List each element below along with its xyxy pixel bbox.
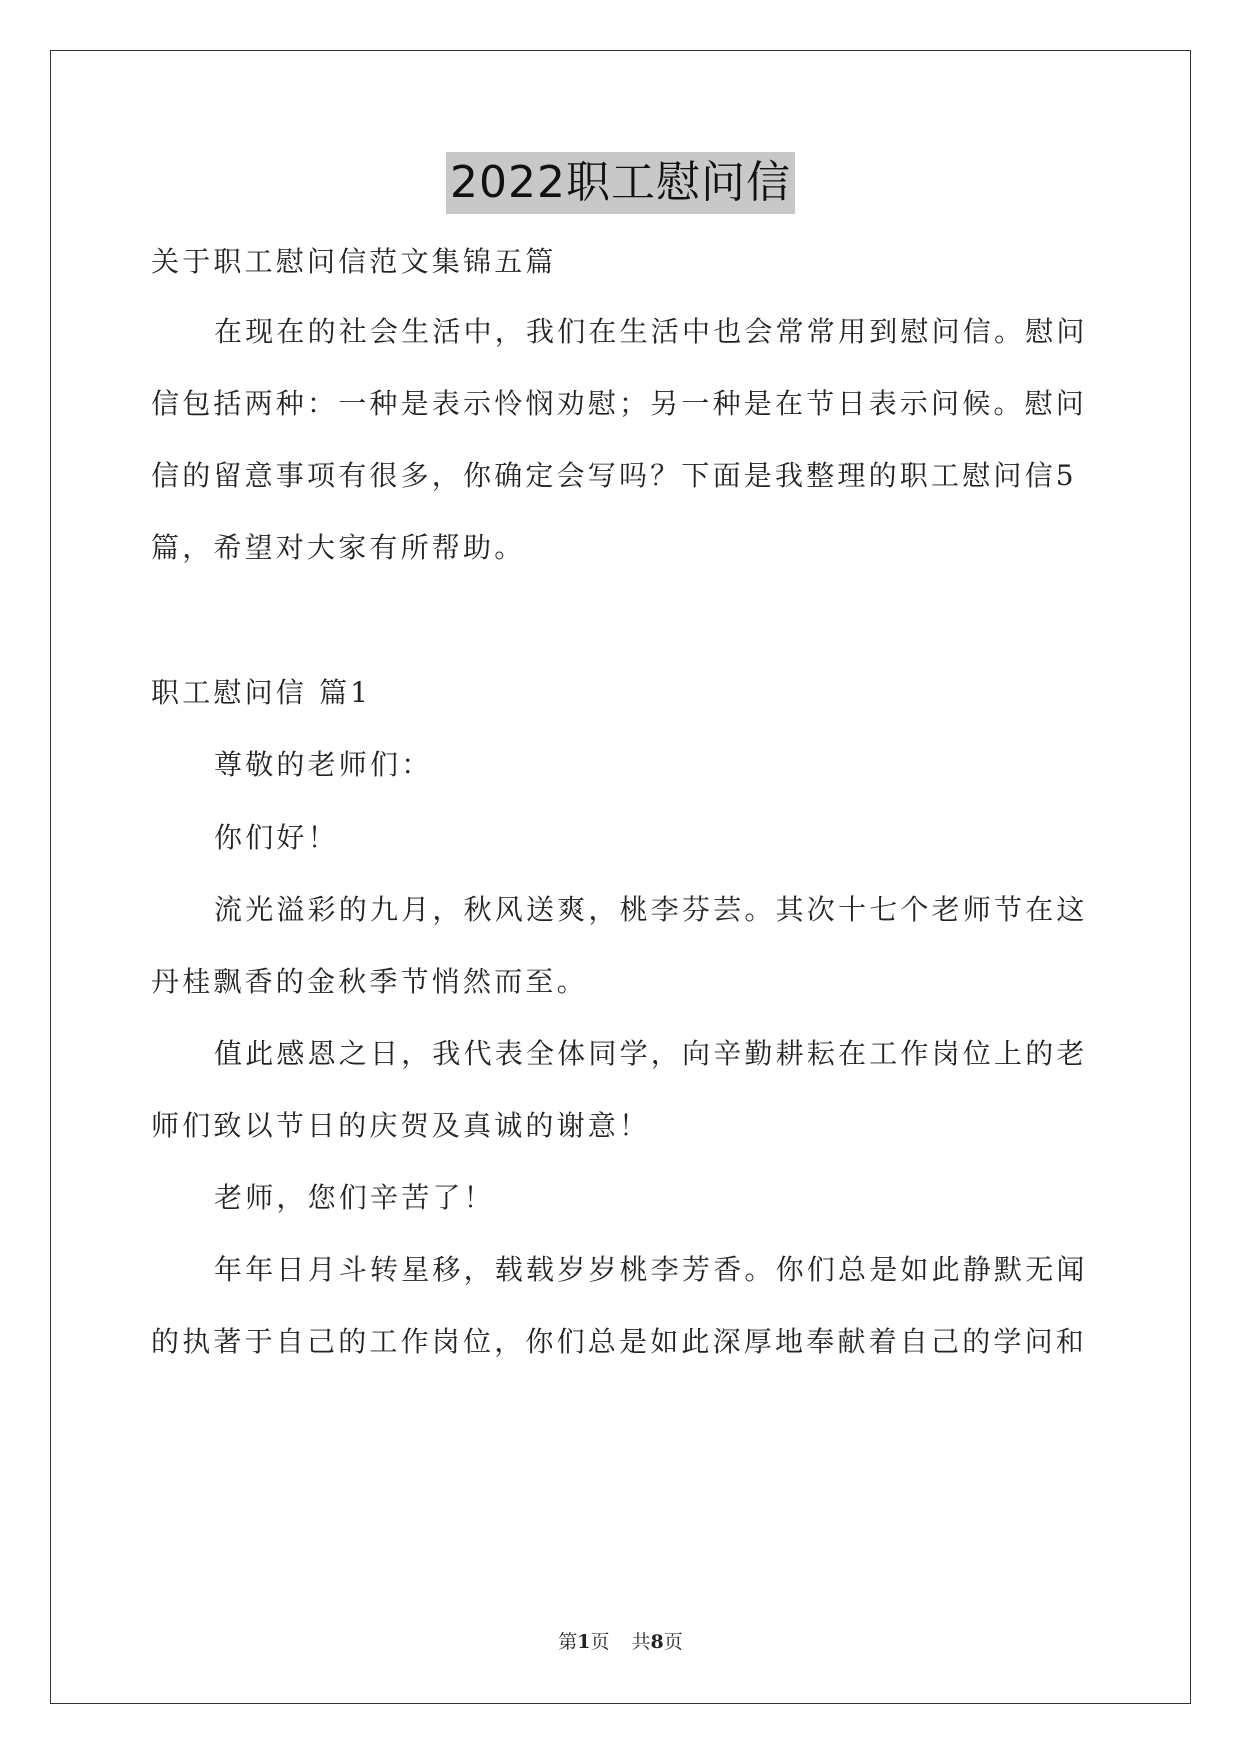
title-wrapper xyxy=(0,152,1241,214)
page-total-prefix: 共 xyxy=(631,1631,651,1653)
page-number-prefix: 第 xyxy=(558,1631,578,1653)
document-subtitle: 关于职工慰问信范文集锦五篇 xyxy=(151,245,557,278)
intro-line: 篇，希望对大家有所帮助。 xyxy=(151,531,526,564)
letter-line: 年年日月斗转星移，载载岁岁桃李芳香。你们总是如此静默无闻 xyxy=(214,1253,1088,1286)
intro-line: 在现在的社会生活中，我们在生活中也会常常用到慰问信。慰问 xyxy=(214,315,1088,348)
intro-line: 信包括两种：一种是表示怜悯劝慰；另一种是在节日表示问候。慰问 xyxy=(151,387,1088,420)
page-border xyxy=(50,50,1191,1704)
letter-line: 老师，您们辛苦了！ xyxy=(214,1181,495,1214)
intro-line: 信的留意事项有很多，你确定会写吗？下面是我整理的职工慰问信5 xyxy=(151,459,1077,492)
letter-line: 师们致以节日的庆贺及真诚的谢意！ xyxy=(151,1109,651,1142)
page-number-suffix: 页 xyxy=(590,1631,610,1653)
page-footer xyxy=(0,1627,1241,1654)
letter-line: 丹桂飘香的金秋季节悄然而至。 xyxy=(151,965,588,998)
letter-line: 值此感恩之日，我代表全体同学，向辛勤耕耘在工作岗位上的老 xyxy=(214,1037,1088,1070)
letter-salutation: 尊敬的老师们： xyxy=(214,748,433,781)
letter-line: 流光溢彩的九月，秋风送爽，桃李芬芸。其次十七个老师节在这 xyxy=(214,893,1088,926)
letter-line: 的执著于自己的工作岗位，你们总是如此深厚地奉献着自己的学问和 xyxy=(151,1325,1088,1358)
page-number-current: 1 xyxy=(577,1631,591,1653)
section-heading: 职工慰问信 篇1 xyxy=(151,676,372,709)
page-total-suffix: 页 xyxy=(663,1631,683,1653)
letter-greeting: 你们好！ xyxy=(214,821,339,854)
document-title: 2022职工慰问信 xyxy=(446,152,795,214)
page-total-count: 8 xyxy=(650,1631,664,1653)
